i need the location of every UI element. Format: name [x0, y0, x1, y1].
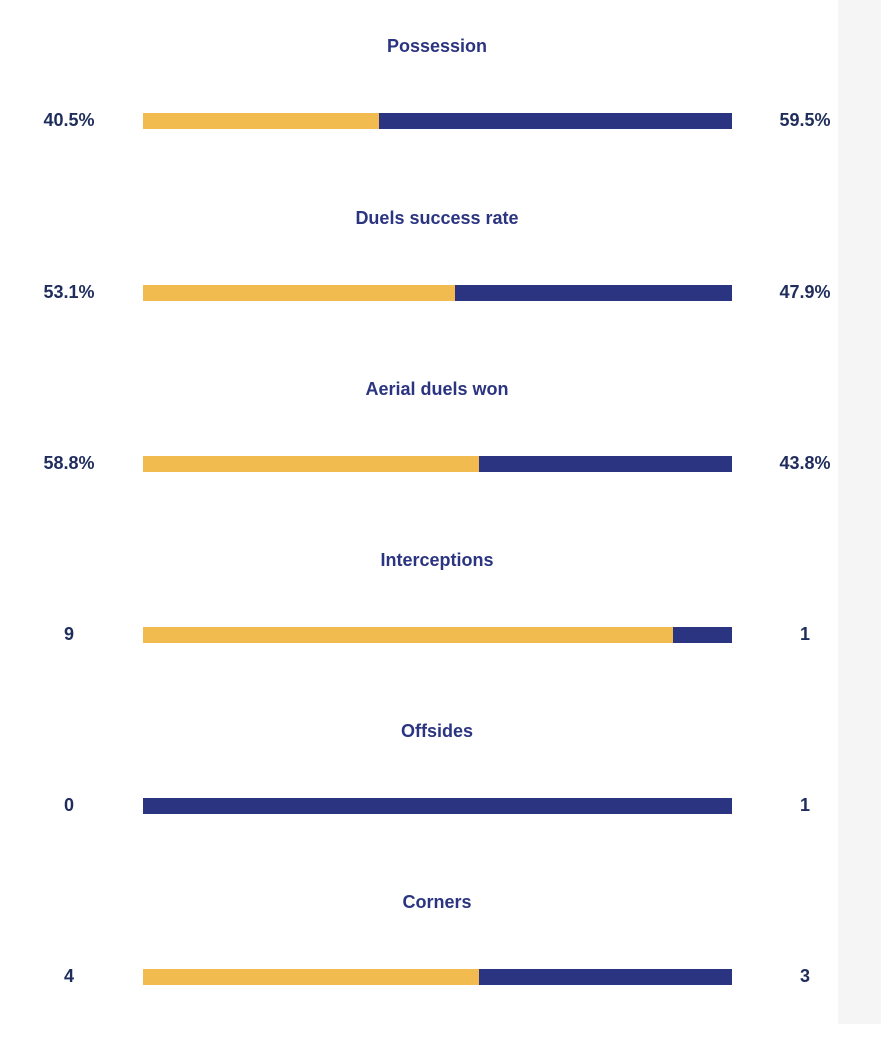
home-value: 53.1%	[43, 282, 95, 302]
home-bar-fill	[143, 285, 455, 301]
comparison-bar	[143, 969, 732, 985]
home-bar-fill	[143, 456, 479, 472]
away-bar-fill	[455, 285, 732, 301]
away-bar-fill	[673, 627, 732, 643]
stat-corners	[0, 867, 838, 1038]
away-value: 59.5%	[779, 110, 831, 130]
home-value: 58.8%	[43, 453, 95, 473]
scrollbar-track[interactable]	[838, 0, 881, 1024]
stat-title: Interceptions	[380, 550, 494, 570]
home-bar-fill	[143, 113, 379, 129]
stat-offsides	[0, 696, 838, 867]
away-bar-fill	[143, 798, 732, 814]
home-value: 0	[63, 795, 74, 815]
home-bar-fill	[143, 627, 673, 643]
comparison-bar	[143, 798, 732, 814]
stat-title: Aerial duels won	[365, 379, 509, 399]
away-bar-fill	[479, 969, 732, 985]
away-value: 43.8%	[779, 453, 831, 473]
stat-title: Possession	[386, 36, 488, 56]
stat-interceptions	[0, 525, 838, 696]
comparison-bar	[143, 285, 732, 301]
away-value: 1	[799, 795, 810, 815]
away-value: 1	[799, 624, 810, 644]
stat-title: Corners	[402, 892, 472, 912]
home-value: 9	[63, 624, 74, 644]
home-bar-fill	[143, 969, 479, 985]
away-bar-fill	[379, 113, 732, 129]
away-value: 3	[799, 966, 810, 986]
stat-title: Duels success rate	[355, 208, 519, 228]
home-value: 40.5%	[43, 110, 95, 130]
away-bar-fill	[479, 456, 732, 472]
comparison-bar	[143, 113, 732, 129]
away-value: 47.9%	[779, 282, 831, 302]
stat-duels-success-rate	[0, 183, 838, 354]
stat-possession	[0, 11, 838, 182]
stat-aerial-duels-won	[0, 354, 838, 525]
home-value: 4	[63, 966, 74, 986]
stat-title: Offsides	[400, 721, 474, 741]
comparison-bar	[143, 627, 732, 643]
comparison-bar	[143, 456, 732, 472]
